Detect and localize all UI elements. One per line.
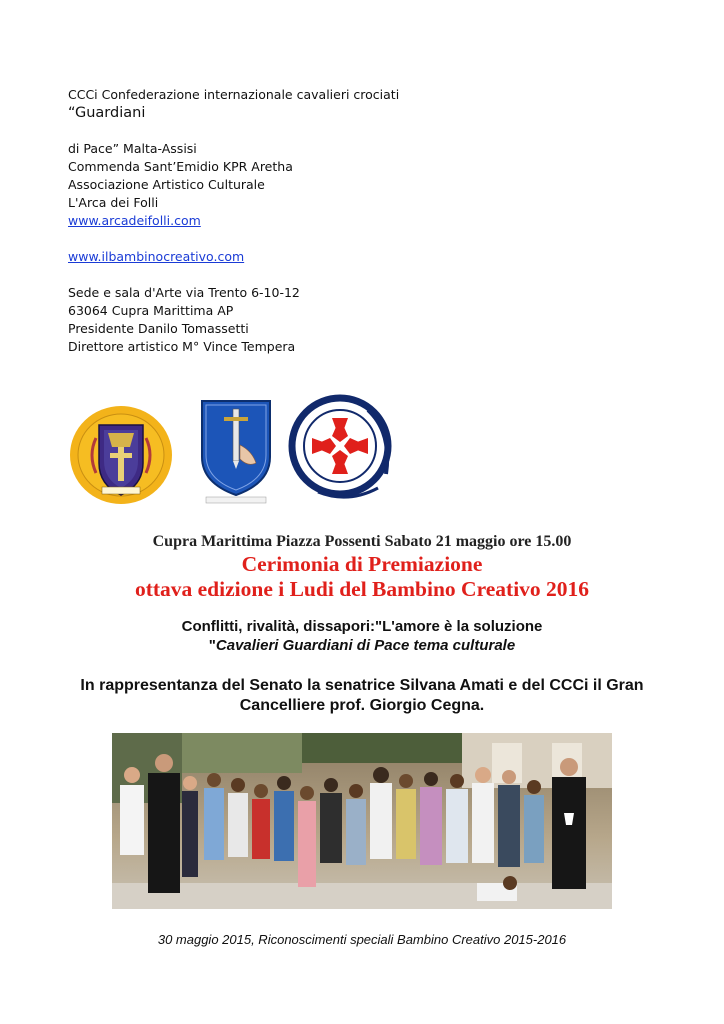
address-block xyxy=(68,86,399,356)
association-line: Associazione Artistico Culturale xyxy=(68,177,265,192)
arca-line: L'Arca dei Folli xyxy=(68,195,159,210)
theme-line-1: Conflitti, rivalità, dissapori:"L'amore è la soluzione xyxy=(181,618,543,635)
president-line: Presidente Danilo Tomassetti xyxy=(68,321,249,336)
commenda-line: Commenda Sant’Emidio KPR Aretha xyxy=(68,159,293,174)
photo-caption: 30 maggio 2015, Riconoscimenti speciali Bambino Creativo 2015-2016 xyxy=(157,932,567,947)
event-title: Cerimonia di Premiazione xyxy=(241,552,483,576)
ccci-seal-icon xyxy=(66,403,176,507)
org-subtitle-cont: di Pace” Malta-Assisi xyxy=(68,141,197,156)
senate-line-2: Cancelliere prof. Giorgio Cegna. xyxy=(239,697,485,714)
sword-shield-icon xyxy=(196,395,276,507)
theme-line-2: "Cavalieri Guardiani di Pace tema culturale xyxy=(208,637,516,654)
bambino-link[interactable]: www.ilbambinocreativo.com xyxy=(68,249,245,264)
event-subtitle: ottava edizione i Ludi del Bambino Creativo 2016 xyxy=(134,577,590,601)
org-subtitle: “Guardiani xyxy=(68,105,146,121)
venue-address: Sede e sala d'Arte via Trento 6-10-12 xyxy=(68,285,300,300)
postal-address: 63064 Cupra Marittima AP xyxy=(68,303,234,318)
org-name: CCCi Confederazione internazionale cavalieri crociati xyxy=(68,87,400,102)
event-place-date: Cupra Marittima Piazza Possenti Sabato 21 maggio ore 15.00 xyxy=(152,533,572,550)
senate-line-1: In rappresentanza del Senato la senatrice Silvana Amati e del CCCi il Gran xyxy=(80,677,644,694)
arca-link[interactable]: www.arcadeifolli.com xyxy=(68,213,201,228)
group-photo xyxy=(112,733,612,909)
maltese-cross-icon xyxy=(288,392,398,504)
director-line: Direttore artistico M° Vince Tempera xyxy=(68,339,296,354)
theme-italic: Cavalieri Guardiani di Pace tema culturale xyxy=(215,637,516,654)
